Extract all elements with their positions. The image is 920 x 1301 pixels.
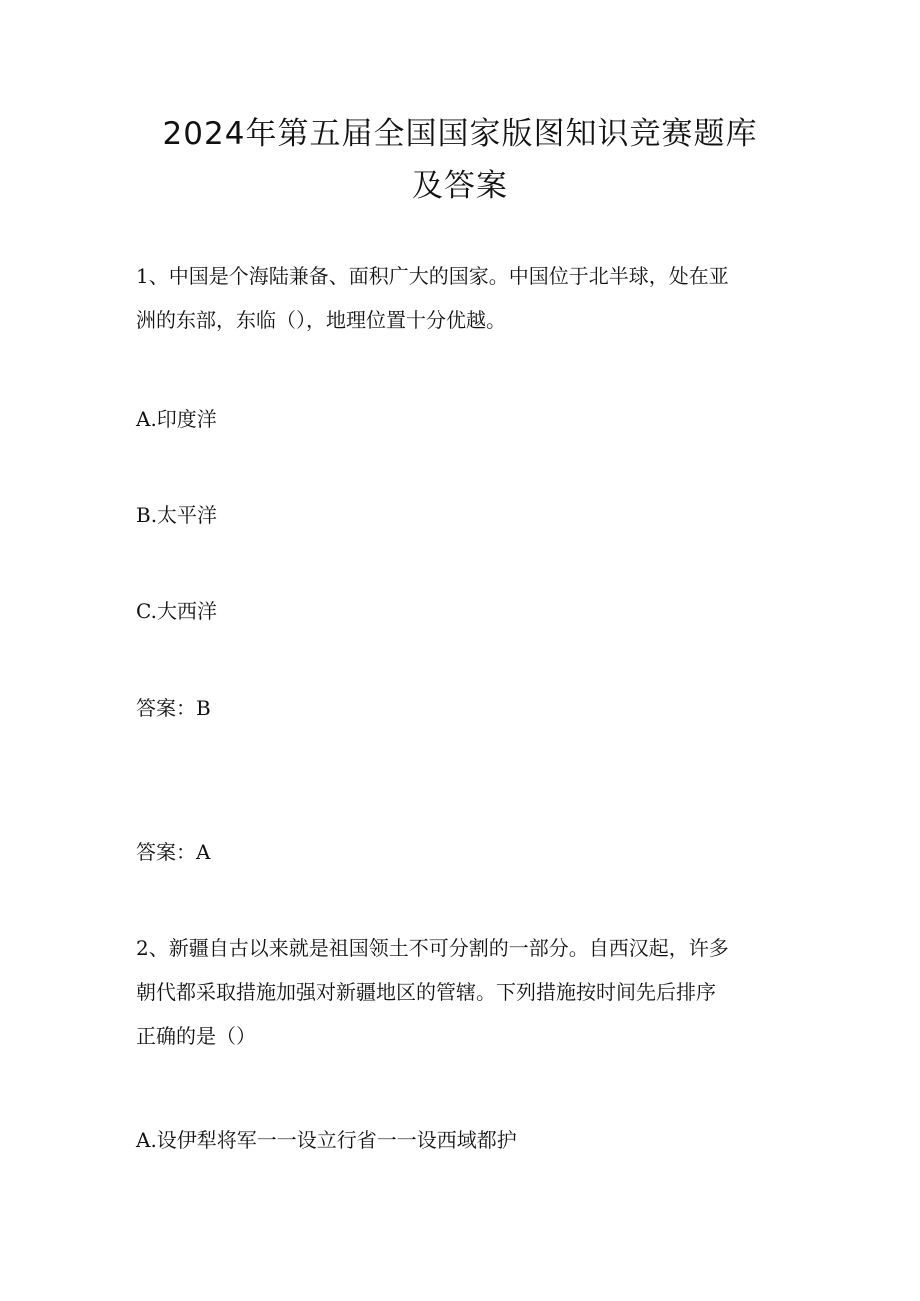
question-2-stem-line-1: 2、新疆自古以来就是祖国领土不可分割的一部分。自西汉起，许多: [136, 936, 729, 960]
question-1-option-b: B.太平洋: [136, 503, 218, 527]
document-title: [0, 108, 920, 212]
question-2-stem: [136, 926, 786, 1058]
question-2-stem-line-2: 朝代都采取措施加强对新疆地区的管辖。下列措施按时间先后排序: [136, 980, 716, 1004]
question-1-answer: 答案：B: [136, 696, 211, 720]
question-2-option-a: A.设伊犁将军一一设立行省一一设西域都护: [136, 1128, 517, 1152]
question-1-option-a: A.印度洋: [136, 407, 217, 431]
title-line-2: 及答案: [412, 168, 508, 204]
question-1-stem-line-1: 1、中国是个海陆兼备、面积广大的国家。中国位于北半球，处在亚: [136, 264, 729, 288]
question-1-stem: [136, 254, 786, 342]
question-1-stem-line-2: 洲的东部，东临（），地理位置十分优越。: [136, 308, 506, 332]
question-2-stem-line-3: 正确的是（）: [136, 1024, 256, 1048]
question-1-option-c: C.大西洋: [136, 599, 217, 623]
question-1-answer-alt: 答案：A: [136, 840, 211, 864]
title-line-1: 2024年第五届全国国家版图知识竞赛题库: [162, 116, 758, 152]
